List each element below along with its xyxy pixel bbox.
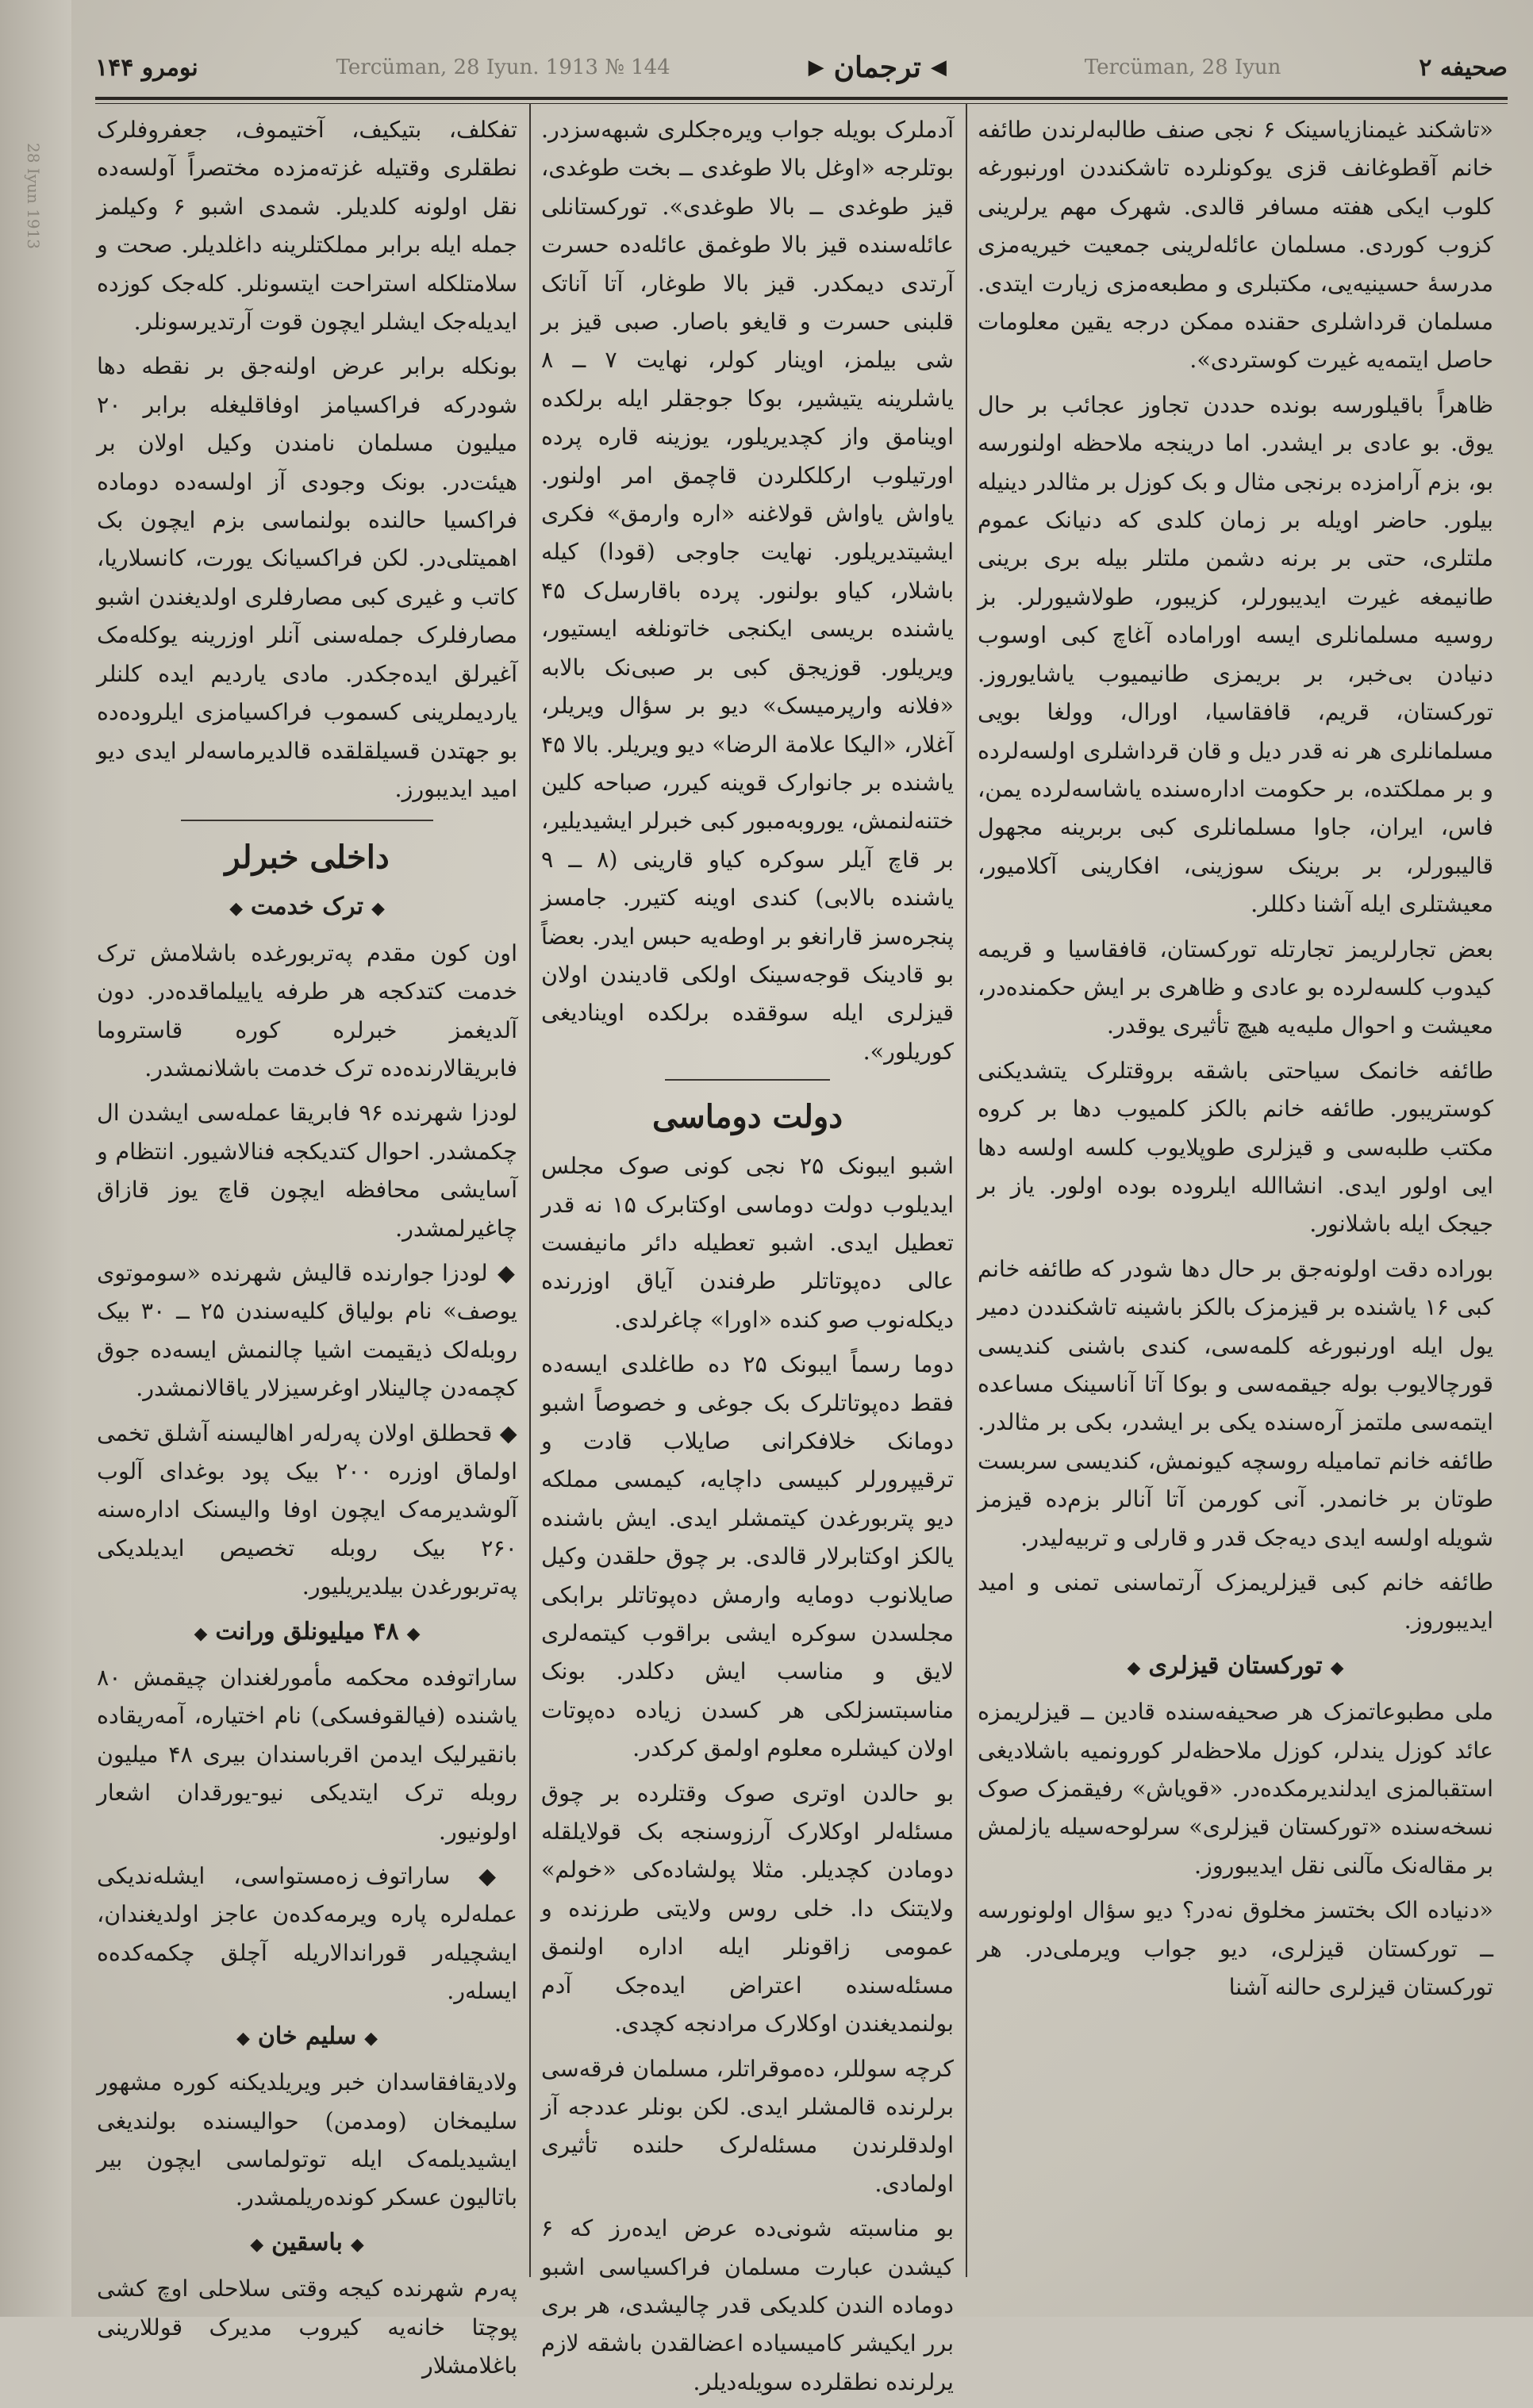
paragraph: طائفه خانمک سیاحتی باشقه بروقتلرک یتشدیکنی کوستریبور. طائفه خانم بالکز کلمیوب دها بر کروه مکتب طلبه‌سی و قیزلری طوپلایوب کلسه اولسه دها ایی اولور ایدی. انشاالله ایلروده بوده اولور. یاز بر جیجک ایله باشلانور. [978,1057,1493,1238]
column-middle [541,111,954,2408]
masthead-rule [95,97,1508,100]
paragraph: بونکله برابر عرض اولنه‌جق بر نقطه دها شودرکه فراکسیامز اوفاقلیغله برابر ۲۰ میلیون مسلمان نامندن وکیل اولان بر هیئت‌در. بونک وجودی آز اولسه‌ده دوماده فراکسیا حالنده بولنماسی بزم ایچون بک اهمیتلی‌در. لکن فراکسیانک یورت، کانسلاریا، کاتب و غیری کبی مصارفلری اولدیغندن اشبو مصارفلرک جمله‌سنی آنلر اوزرینه یوکله‌مک آغیرلق ایده‌جکدر. مادی یاردیم ایده کلنلر یاردیملرینی کسموب فراکسیامزی ایلروده‌ده بو جهتدن قسیلقلقده قالدیرماسه‌لر ایدی دیو امید ایدیبورز. [97,353,517,802]
masthead-rule-thin [95,103,1508,104]
column-right [978,111,1493,2014]
news-paragraph: ◆ لودزا جوارنده قالیش شهرنده «سوموتوی یوصف» نام بولیاق کلیه‌سندن ۲۵ ــ ۳۰ بیک روبله‌لک ذیقیمت اشیا چالنمش ایسه‌ده جوق کچمه‌دن چالینلار اوغرسیزلار یاقالانمشدر. [97,1259,517,1402]
paragraph: بوراده دقت اولونه‌جق بر حال دها شودر که طائفه خانم کبی ۱۶ یاشنده بر قیزمزک بالکز باشینه تاشکنددن دمیر یول ایله اورنبورغه کلمه‌سی، کندی باشنی کندیسی قورچالایوب بوله جیقمه‌سی و بوکا آتا آناسینک مساعده ایتمه‌سی ملتمز آرەسنده یکی بر ایشدر، بکی بر مثالدر. طائفه خانم تمامیله روسچه کیونمش، کندیسی سربست طوتان بر خانمدر. آنی کورمن آتا آنالر بزم‌ده قیزمز شویله اولسه ایدی دیه‌جک قدر و قارلی و تربیه‌لیدر. [978,1255,1493,1551]
ornament-icon: ◀ [930,56,947,79]
issue-number: نومرو ۱۴۴ [95,53,198,82]
news-paragraph: پەرم شهرنده کیجه وقتی سلاحلی اوچ کشی پوچتا خانه‌یه کیروب مدیرک قوللارینی باغلامشلار [97,2276,517,2379]
news-title: ◆سلیم خان◆ [97,2018,517,2057]
paragraph: آدملرک بویله جواب ویره‌جکلری شبهه‌سزدر. بوتلرجه «اوغل بالا طوغدی ــ بخت طوغدی، قیز طوغدی ــ بالا طوغدی». تورکستانلی عائله‌سنده قیز بالا طوغمق عائله‌ده حسرت آرتدی دیمکدر. قیز بالا طوغار، آتا آناتک قلبنی حسرت و قایغو باصار. صبی قیز بر شی بیلمز، اوینار کولر، نهایت ۷ ــ ۸ یاشلرینه یتیشیر، بوکا جوجقلر ایله برلکده اوینامق واز کچدیریلور، یوزینه قاره پرده اورتیلوب ارکلکلردن قاچمق امر اولنور. یاواش یاواش قولاغنه «اره وارمق» فکری ایشیتدیریلور. نهایت جاوجی (قودا) کیله باشلار، کیاو بولنور. پرده باقارسل‌ک ۴۵ یاشنده بریسی ایکنجی خاتونلغه ایستیور، ویریلور. قوزیجق کبی بر صبی‌نک بالابه «فلانه وارپرمیسک» دیو بر سؤال ویریلر، آغلار، «الیکا علامة الرضا» دیو ویریلر. بالا ۴۵ یاشنده بر جانوارک قوینه کیرر، صباحه کلین ختنه‌لنمش، یوروبه‌مبور کبی خبرلر ایشیدیلیر، بر قاچ آیلر سوکره کیاو قارینی (۸ ــ ۹ یاشنده بالابی) کندی اوینه کتیرر. جامسز پنجره‌سز قارانغو بر اوطه‌یه حبس ایدر. بعضاً بو قادینک قوجه‌سینک اولکی قادیندن اولان قیزلری ایله سوققده برلکده اوینادیغی کوریلور». [541,117,954,1065]
subheading: ◆تورکستان قیزلری◆ [978,1647,1493,1687]
diamond-icon: ◆ [236,2027,250,2049]
news-paragraph: لودزا شهرنده ۹۶ فابریقا عمله‌سی ایشدن ال چکمشدر. احوال کتدیکجه فنالاشیور. انتظام و آسایشی محافظه ایچون قاچ یوز قازاق چاغیرلمشدر. [97,1100,518,1242]
paragraph: اشبو ایبونک ۲۵ نجی کونی صوک مجلس ایدیلوب دولت دوماسی اوکتابرک ۱۵ نه قدر تعطیل ایدی. اشبو تعطیله دائر مانیفست عالی ده‌پوتاتلر طرفندن آیاق اوزرنده دیکله‌نوب صو کنده «اورا» چاغرلدی. [541,1153,954,1333]
diamond-icon: ◆ [350,2233,364,2255]
diamond-icon: ◆ [450,1863,517,1890]
paragraph: طائفه خانم کبی قیزلریمزک آرتماسنی تمنی و امید ایدیبوروز. [978,1569,1493,1634]
diamond-icon: ◆ [1330,1657,1344,1678]
edge-stamp: 28 Iyun 1913 [24,143,43,250]
diamond-icon: ◆ [229,898,243,920]
news-paragraph: ولادیقافقاسدان خبر ویریلدیکنه کوره مشهور سلیمخان (ومدمن) حوالیسنده بولندیغی ایشیدیلمەک ایله توتولماسی ایچون بیر باتالیون عسکر کوندەریلمشدر. [97,2069,517,2211]
column-divider-right [966,103,967,2277]
page-label: صحیفه ۲ [1419,53,1508,82]
diamond-icon: ◆ [492,1419,518,1446]
newspaper-title [809,51,947,84]
section-heading: دولت دوماسی [651,1098,843,1136]
paragraph: تفکلف، بتیکیف، آختیموف، جعفروفلرک نطقلری وقتیله غزته‌مزده مختصراً آولسه‌ده نقل اولونه کلدیلر. شمدی اشبو ۶ وکیلمز جمله ایله برابر مملکتلرینه داغلدیلر. صحت و سلامتلکله استراحت ایتسونلر. کله‌جک کوزده ایدیله‌جک ایشلر ایچون قوت آرتدیرسونلر. [97,117,517,336]
diamond-icon: ◆ [1127,1657,1141,1678]
news-title: ◆باسقین◆ [97,2224,517,2264]
news-title: ◆۴۸ میلیونلق ورانت◆ [97,1613,517,1653]
diamond-icon: ◆ [250,2233,264,2255]
diamond-icon: ◆ [194,1623,208,1644]
paragraph: بو حالدن اوتری صوک وقتلرده بر چوق مسئله‌لر اوکلارک آرزوسنجه بک قولایلقله دومادن کچدیلر. مثلا پولشاده‌کی «خولم» ولایتنک دا. خلی روس ولایتی طرزنده و عمومی زاقونلر ایله اداره اولنمق مسئله‌سنده اعتراض ایده‌جک آدم بولنمدیغندن اوکلارک مرادنجه کچدی. [541,1780,954,2037]
diamond-icon: ◆ [406,1623,421,1644]
section-rule [181,820,433,821]
masthead [95,40,1508,95]
masthead-faint-center: Tercüman, 28 Iyun. 1913 № 144 [336,56,670,79]
paragraph: ظاهراً باقیلورسه بونده حددن تجاوز عجائب بر حال یوق. بو عادی بر ایشدر. اما درینجه ملاحظه اولنورسه بو، بزم آرامزده برنجی مثال و بک کوزل بر مثالدر دینیله بیلور. حاضر اویله بر زمان کلدی که دنیانک عموم ملتلری، حتی بر برنه دشمن ملتلر بیله بری برینی طانیمغه غیرت ایدیبورلر، کزیبور، طولاشیورلر. بز روسیه مسلمانلری ایسه اوراماده آغاچ کبی اوسوب دنیادن بی‌خبر، بر بریمزی طانیمیوب یاشایوروز. تورکستان، قریم، قافقاسیا، اورال، وولغا بویی مسلمانلری هر نه قدر دیل و قان قرداشلری اولسه‌لرده و بر مملکتده، بر حکومت اداره‌سنده یاشاسه‌لرده یمن، فاس، ایران، جاوا مسلمانلری کبی بربرینه مجهول قالیبورلر، بر برینک سوزینی، افکارینی آکلامیور، معیشتلری ایله آشنا دکللر. [978,391,1493,918]
paragraph: ملی مطبوعاتمزک هر صحیفه‌سنده قادین ــ قیزلریمزه عائد کوزل یندلر، کوزل ملاحظه‌لر کورونمیه باشلادیغی استقبالمزی ایدلندیرمکده‌در. «قویاش» رفیقمزک صوک نسخه‌سنده «تورکستان قیزلری» سرلوحه‌سیله یازلمش بر مقاله‌نک مآلنی نقل ایدیبوروز. [978,1699,1493,1879]
paragraph: «تاشکند غیمنازیاسینک ۶ نجی صنف طالبه‌لرندن طائفه خانم آقطوغانف قزی یوکونلرده تاشکنددن اورنبورغه کلوب ایکی هفته مسافر قالدی. شهرک مهم یرلرینی کزوب کوردی. مسلمان عائله‌لرینی جمعیت خیریه‌مزی مدرسهٔ حسینیه‌یی، مکتبلری و مطبعه‌مزی زیارت ایتدی. مسلمان قرداشلری حقنده ممکن درجه یقین معلومات حاصل ایتمه‌یه غیرت کوستردی». [978,117,1493,374]
paragraph: «دنیاده الک بختسز مخلوق نه‌در؟ دیو سؤال اولونورسه ــ تورکستان قیزلری، دیو جواب ویرملی‌در. هر تورکستان قیزلری حالنه آشنا [978,1897,1493,2001]
news-paragraph: ◆ ساراتوف زه‌مستواسی، ایشله‌ندیکی عمله‌لره پاره ویرمەکدەن عاجز اولدیغندان، ایشچیلەر قوراندالاریله آچلق چکمەکدەه ایسلەر. [97,1863,517,2005]
news-paragraph: اون کون مقدم پەتربورغده باشلامش ترک خدمت کتدکجه هر طرفه یاییلماقده‌در. دون آلدیغمز خبرلره کوره قاستروما فابریقالارنده‌ده ترک خدمت باشلانمشدر. [97,939,517,1081]
ornament-icon: ▶ [808,56,824,79]
news-title: ◆ترک خدمت◆ [97,888,517,927]
section-heading: داخلی خبرلر [225,839,390,877]
paragraph: کرچه سوللر، ده‌موقراتلر، مسلمان فرقه‌سی برلرنده قالمشلر ایدی. لکن بونلر عددجه آز اولدقلرندن مسئله‌لرک حلنده تأثیری اولمادی. [541,2055,954,2197]
masthead-faint-right: Tercüman, 28 Iyun [1084,56,1281,79]
newspaper-name: ترجمان [833,51,921,84]
column-divider-left [529,103,531,2277]
diamond-icon: ◆ [371,898,385,920]
paragraph: دوما رسماً ایبونک ۲۵ ده طاغلدی ایسه‌ده فقط ده‌پوتاتلرک بک جوغی و خصوصاً اشبو دومانک خلافکرانی صایلاب قادت و ترقیپرورلر کبیسی داچایه، کیمسی مملکه دیو پتربورغدن کیتمشلر ایدی. ایش باشنده یالکز اوکتابرلار قالدی. بر چوق حلقدن وکیل صایلانوب دومایه وارمش ده‌پوتاتلر برابکی مجلسدن سوکره ایشی براقوب کیتمه‌لری لایق و مناسب ایش دکلدر. بونک مناسبتسزلکی هر کسدن زیاده ده‌پوتات اولان کیشلره معلوم اولمق کرکدر. [541,1351,955,1762]
news-paragraph: ◆ قحطلق اولان پەرلەر اهالیسنه آشلق تخمی اولماق اوزره ۲۰۰ بیک پود بوغدای آلوب آلوشدیرمه‌ک ایچون اوفا والیسنک اداره‌سنه ۲۶۰ بیک روبله تخصیص ایدیلدیکی پەتربورغدن بیلدیریلیور. [97,1419,518,1600]
diamond-icon: ◆ [364,2027,378,2049]
diamond-icon: ◆ [487,1259,517,1286]
page-edge [0,0,71,2317]
section-rule [665,1079,830,1081]
paragraph: بو مناسبته شونی‌ده عرض ایده‌رز که ۶ کیشدن عبارت مسلمان فراکسیاسی اشبو دوماده الندن کلدیکی قدر چالیشدی، هر بری برر ایکیشر کامیسیاده اعضالقدن باشقه لازم یرلرنده نطقلرده سویله‌دیلر. [541,2215,954,2395]
paragraph: بعض تجارلریمز تجارتله تورکستان، قافقاسیا و قریمه کیدوب کلسه‌لرده بو عادی و ظاهری بر ایش حکمنده‌در، معیشت و احوال ملیه‌یه هیچ تأثیری یوقدر. [978,935,1493,1039]
column-left [97,111,517,2391]
news-paragraph: ساراتوفده محکمه مأمورلغندان چیقمش ۸۰ یاشنده (فیالقوفسکی) نام اختیاره، آمه‌ریقاده بانقیرلیک ایدمن اقرباسندان بیری ۴۸ میلیون روبله ترک ایتدیکی نیو-یورقدان اشعار اولونیور. [97,1665,517,1845]
